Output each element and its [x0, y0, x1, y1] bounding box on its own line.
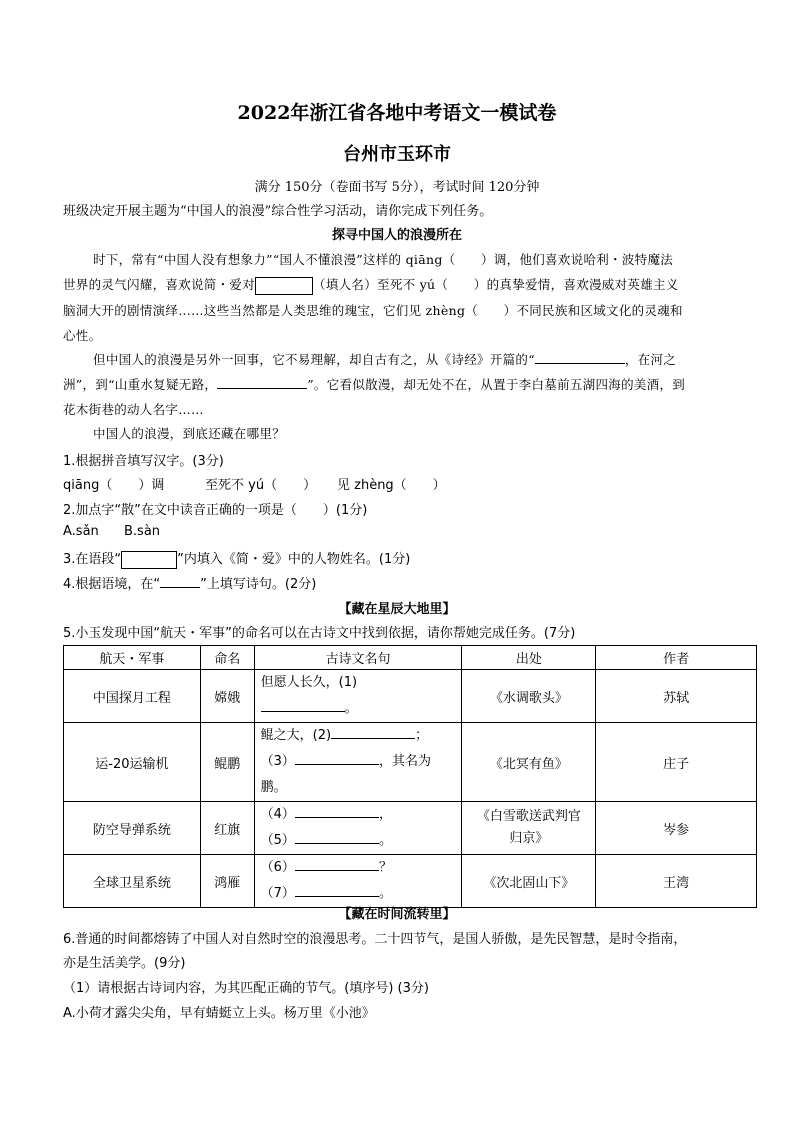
q4-text-b: ”上填写诗句。(2分)	[200, 577, 317, 592]
name-blank-box	[255, 277, 313, 295]
poem-punct: ，	[378, 807, 392, 822]
q3-box	[121, 551, 177, 569]
poem-label: 鲲之大，(2)	[260, 728, 332, 743]
cell-poem	[254, 723, 462, 802]
question-6-line1: 6.普通的时间都熔铸了中国人对自然时空的浪漫思考。二十四节气，是国人骄傲，是先民智慧，是时令指南，	[63, 932, 687, 947]
cell-name: 鸿雁	[200, 855, 254, 908]
poem-label: （7）	[260, 886, 295, 901]
para2-line3: 花木街巷的动人名字……	[63, 402, 204, 417]
paper-title: 2022年浙江省各地中考语文一模试卷	[237, 102, 557, 124]
cell-author: 王湾	[596, 855, 757, 908]
para3: 中国人的浪漫，到底还藏在哪里？	[93, 426, 286, 441]
table-row	[64, 855, 757, 908]
q1-item-c: 见 zhèng（ ）	[337, 478, 446, 493]
poem-blank-1	[535, 363, 625, 364]
answer-blank	[261, 711, 345, 712]
cell-poem	[254, 855, 462, 908]
question-6-sub1: （1）请根据古诗词内容，为其匹配正确的节气。(填序号) (3分)	[63, 981, 429, 996]
para1-line2-a: 世界的灵气闪耀，喜欢说简・爱对	[63, 277, 256, 292]
cell-source: 《北冥有鱼》	[462, 723, 596, 802]
cell-project: 运-20运输机	[64, 723, 201, 802]
poem-table	[63, 645, 757, 908]
cell-source: 《水调歌头》	[462, 670, 596, 723]
poem-punct: ；	[415, 728, 429, 743]
poem-line	[261, 828, 462, 854]
cell-author: 庄子	[596, 723, 757, 802]
poem-line	[261, 749, 462, 775]
poem-punct: ，其名为	[378, 754, 431, 769]
intro-text: 班级决定开展主题为“中国人的浪漫”综合性学习活动，请你完成下列任务。	[63, 204, 493, 219]
poem-punct: 。	[378, 833, 392, 848]
poem-punct: ？	[378, 860, 392, 875]
paper-subtitle: 台州市玉环市	[343, 144, 451, 165]
cell-name: 红旗	[200, 802, 254, 855]
answer-blank	[295, 817, 379, 818]
table-row	[64, 802, 757, 855]
answer-blank	[295, 764, 379, 765]
cell-project: 防空导弹系统	[64, 802, 201, 855]
poem-label: （4）	[260, 807, 295, 822]
para2-line2-b: ”。它看似散漫，却无处不在，从置于李白墓前五湖四海的美酒，到	[307, 377, 686, 392]
question-6-option-a: A.小荷才露尖尖角，早有蜻蜓立上头。杨万里《小池》	[63, 1006, 375, 1021]
question-2: 2.加点字“散”在文中读音正确的一项是（ ）(1分)	[63, 503, 368, 518]
cell-project: 中国探月工程	[64, 670, 201, 723]
poem-punct: 。	[378, 886, 392, 901]
poem-blank-2	[217, 388, 307, 389]
poem-line	[261, 802, 462, 828]
poem-line	[261, 723, 462, 749]
para1-line4: 心性。	[63, 328, 102, 343]
section-heading-1: 探寻中国人的浪漫所在	[331, 228, 462, 243]
table-row	[64, 723, 757, 802]
poem-punct: 。	[344, 701, 358, 716]
question-1: 1.根据拼音填写汉字。(3分)	[63, 454, 224, 469]
para2-line1-a: 但中国人的浪漫是另外一回事，它不易理解，却自古有之，从《诗经》开篇的“	[93, 352, 535, 367]
question-5: 5.小玉发现中国“航天・军事”的命名可以在古诗文中找到依据，请你帮她完成任务。(7分)	[63, 626, 576, 641]
q1-item-a: qiāng（ ）调	[63, 478, 165, 493]
q4-blank	[160, 587, 200, 588]
poem-line	[261, 855, 462, 881]
para2-line1-b: ，在河之	[624, 352, 677, 367]
answer-blank	[295, 843, 379, 844]
cell-name: 嫦娥	[200, 670, 254, 723]
header-poem: 古诗文名句	[254, 646, 462, 670]
question-6-line2: 亦是生活美学。(9分)	[63, 956, 186, 971]
q2-option-b: B.sàn	[124, 524, 161, 539]
q4-text-a: 4.根据语境，在“	[63, 577, 161, 592]
poem-line: 鹏。	[260, 780, 287, 795]
para2-line2	[63, 375, 685, 393]
answer-blank	[295, 896, 379, 897]
cell-name: 鲲鹏	[200, 723, 254, 802]
q1-item-b: 至死不 yú（ ）	[205, 478, 317, 493]
poem-label: （6）	[260, 860, 295, 875]
cell-source	[462, 802, 596, 855]
section-heading-3: 【藏在时间流转里】	[338, 907, 456, 922]
cell-poem	[254, 802, 462, 855]
q3-text-a: 3.在语段“	[63, 552, 122, 567]
header-author: 作者	[596, 646, 757, 670]
poem-line: 但愿人长久，(1)	[260, 675, 358, 690]
poem-line	[261, 696, 462, 722]
cell-source: 《次北固山下》	[462, 855, 596, 908]
question-4	[63, 573, 316, 592]
cell-poem	[254, 670, 462, 723]
answer-blank	[295, 870, 379, 871]
header-source: 出处	[462, 646, 596, 670]
poem-label: （3）	[260, 754, 295, 769]
score-info: 满分 150分（卷面书写 5分），考试时间 120分钟	[254, 180, 540, 195]
header-name: 命名	[200, 646, 254, 670]
header-project: 航天・军事	[64, 646, 201, 670]
poem-label: （5）	[260, 833, 295, 848]
q3-text-b: ”内填入《简・爱》中的人物姓名。(1分)	[177, 552, 411, 567]
question-3	[63, 548, 410, 569]
section-heading-2: 【藏在星辰大地里】	[338, 602, 456, 617]
cell-project: 全球卫星系统	[64, 855, 201, 908]
para1-line3: 脑洞大开的剧情演绎……这些当然都是人类思维的瑰宝，它们见 zhèng（ ）不同民族和区域文化的灵魂和	[63, 303, 683, 318]
para2-line1	[93, 350, 676, 368]
para1-line2-b: （填人名）至死不 yú（ ）的真挚爱情，喜欢漫威对英雄主义	[313, 277, 679, 292]
para2-line2-a: 洲”，到“山重水复疑无路，	[63, 377, 218, 392]
cell-author: 苏轼	[596, 670, 757, 723]
q2-option-a: A.sǎn	[63, 524, 99, 539]
table-header-row	[64, 646, 757, 670]
cell-author: 岑参	[596, 802, 757, 855]
table-row	[64, 670, 757, 723]
para1-line1: 时下，常有“中国人没有想象力”“国人不懂浪漫”这样的 qiāng（ ）调，他们喜欢说哈利・波特魔法	[93, 252, 674, 267]
source-text: 《白雪歌送武判官归京》	[476, 809, 581, 846]
para1-line2	[63, 275, 679, 295]
answer-blank	[331, 738, 415, 739]
